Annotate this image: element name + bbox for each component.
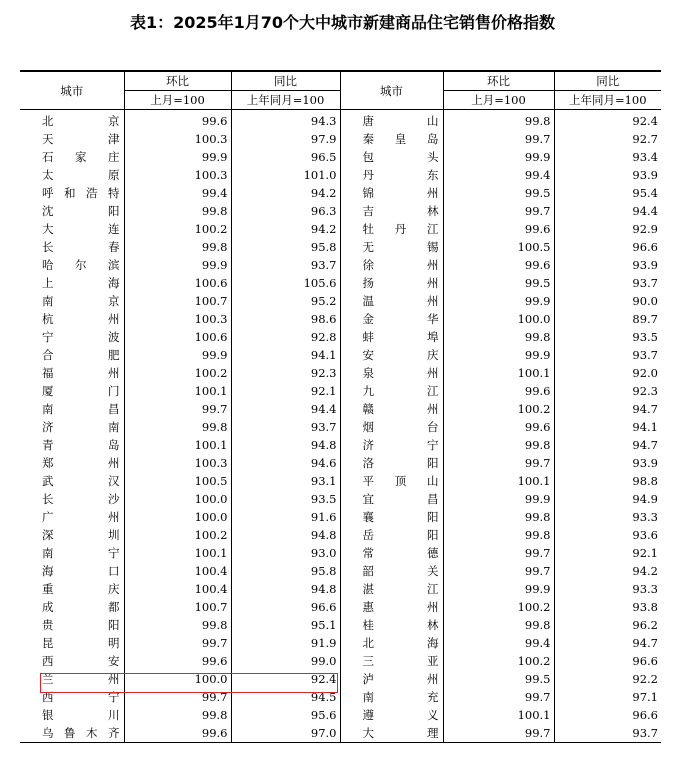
right-yoy-cell: 96.6: [554, 706, 661, 724]
left-city-cell: 南宁: [42, 546, 120, 560]
right-city-cell: 烟台: [340, 418, 443, 436]
left-city-cell: 济南: [42, 420, 120, 434]
right-city-cell: 徐州: [340, 256, 443, 274]
right-city-cell: 安庆: [340, 346, 443, 364]
right-city-cell: 牡丹江: [340, 220, 443, 238]
right-city-cell: 襄阳: [340, 508, 443, 526]
price-index-table: [20, 70, 661, 743]
left-mom-cell: 100.3: [124, 454, 231, 472]
left-mom-cell: 99.9: [124, 346, 231, 364]
right-yoy-cell: 93.9: [554, 166, 661, 184]
table-row: [20, 670, 661, 688]
table-row: [20, 544, 661, 562]
table-row: [20, 508, 661, 526]
right-mom-cell: 99.4: [443, 634, 554, 652]
left-city-cell: 银川: [42, 708, 120, 722]
table-row: [20, 598, 661, 616]
header-mom-base-right: 上月=100: [443, 91, 554, 110]
left-mom-cell: 100.4: [124, 562, 231, 580]
right-city-cell: 温州: [340, 292, 443, 310]
right-mom-cell: 99.9: [443, 580, 554, 598]
right-city-cell: 吉林: [340, 202, 443, 220]
right-city-cell: 大理: [340, 724, 443, 743]
left-city-cell: 天津: [42, 132, 120, 146]
left-city-cell: 成都: [42, 600, 120, 614]
right-mom-cell: 99.8: [443, 526, 554, 544]
left-yoy-cell: 93.5: [231, 490, 340, 508]
left-yoy-cell: 95.8: [231, 562, 340, 580]
right-yoy-cell: 93.8: [554, 598, 661, 616]
left-city-cell: 太原: [42, 168, 120, 182]
right-mom-cell: 99.7: [443, 724, 554, 743]
left-yoy-cell: 98.6: [231, 310, 340, 328]
table-row: [20, 652, 661, 670]
left-yoy-cell: 94.5: [231, 688, 340, 706]
left-city-cell: 宁波: [42, 330, 120, 344]
header-yoy-right: 同比: [554, 71, 661, 91]
left-yoy-cell: 91.9: [231, 634, 340, 652]
left-yoy-cell: 93.7: [231, 256, 340, 274]
right-yoy-cell: 94.1: [554, 418, 661, 436]
left-city-cell: 长沙: [42, 492, 120, 506]
right-mom-cell: 99.9: [443, 292, 554, 310]
left-mom-cell: 99.8: [124, 202, 231, 220]
right-mom-cell: 99.7: [443, 130, 554, 148]
left-yoy-cell: 93.0: [231, 544, 340, 562]
left-yoy-cell: 101.0: [231, 166, 340, 184]
right-yoy-cell: 93.5: [554, 328, 661, 346]
table-row: [20, 148, 661, 166]
table-row: [20, 292, 661, 310]
left-yoy-cell: 94.2: [231, 220, 340, 238]
right-yoy-cell: 93.9: [554, 454, 661, 472]
left-mom-cell: 99.8: [124, 418, 231, 436]
left-mom-cell: 99.7: [124, 688, 231, 706]
right-city-cell: 泉州: [340, 364, 443, 382]
header-yoy-left: 同比: [231, 71, 340, 91]
table-row: [20, 490, 661, 508]
right-mom-cell: 100.2: [443, 598, 554, 616]
right-city-cell: 唐山: [340, 110, 443, 131]
left-city-cell: 广州: [42, 510, 120, 524]
right-yoy-cell: 92.9: [554, 220, 661, 238]
left-mom-cell: 99.8: [124, 238, 231, 256]
left-yoy-cell: 94.8: [231, 436, 340, 454]
left-mom-cell: 100.1: [124, 544, 231, 562]
right-mom-cell: 99.5: [443, 184, 554, 202]
table-row: [20, 110, 661, 131]
right-yoy-cell: 93.3: [554, 508, 661, 526]
left-mom-cell: 99.6: [124, 652, 231, 670]
table-row: [20, 256, 661, 274]
left-city-cell: 石家庄: [42, 150, 120, 164]
right-mom-cell: 99.8: [443, 328, 554, 346]
left-mom-cell: 100.2: [124, 220, 231, 238]
right-mom-cell: 99.8: [443, 508, 554, 526]
left-mom-cell: 100.3: [124, 130, 231, 148]
left-yoy-cell: 95.2: [231, 292, 340, 310]
left-city-cell: 厦门: [42, 384, 120, 398]
left-yoy-cell: 92.3: [231, 364, 340, 382]
right-yoy-cell: 94.4: [554, 202, 661, 220]
right-city-cell: 岳阳: [340, 526, 443, 544]
left-mom-cell: 100.7: [124, 598, 231, 616]
right-yoy-cell: 93.7: [554, 274, 661, 292]
table-row: [20, 706, 661, 724]
right-yoy-cell: 93.7: [554, 346, 661, 364]
left-city-cell: 深圳: [42, 528, 120, 542]
left-yoy-cell: 94.8: [231, 526, 340, 544]
right-city-cell: 韶关: [340, 562, 443, 580]
right-yoy-cell: 94.2: [554, 562, 661, 580]
right-yoy-cell: 92.4: [554, 110, 661, 131]
left-mom-cell: 99.7: [124, 634, 231, 652]
right-yoy-cell: 94.7: [554, 634, 661, 652]
right-mom-cell: 99.7: [443, 562, 554, 580]
table-row: [20, 166, 661, 184]
right-city-cell: 金华: [340, 310, 443, 328]
table-row: [20, 184, 661, 202]
left-yoy-cell: 96.5: [231, 148, 340, 166]
left-yoy-cell: 93.7: [231, 418, 340, 436]
right-yoy-cell: 93.3: [554, 580, 661, 598]
header-mom-left: 环比: [124, 71, 231, 91]
header-row-1: [20, 71, 661, 91]
left-city-cell: 北京: [42, 114, 120, 128]
left-city-cell: 南昌: [42, 402, 120, 416]
right-mom-cell: 99.6: [443, 418, 554, 436]
right-yoy-cell: 96.6: [554, 238, 661, 256]
right-city-cell: 宜昌: [340, 490, 443, 508]
left-mom-cell: 100.7: [124, 292, 231, 310]
left-city-cell: 大连: [42, 222, 120, 236]
table-row: [20, 220, 661, 238]
left-city-cell: 郑州: [42, 456, 120, 470]
table-row: [20, 454, 661, 472]
right-mom-cell: 99.8: [443, 436, 554, 454]
right-mom-cell: 100.2: [443, 400, 554, 418]
left-yoy-cell: 97.9: [231, 130, 340, 148]
table-row: [20, 526, 661, 544]
right-city-cell: 惠州: [340, 598, 443, 616]
left-mom-cell: 100.0: [124, 670, 231, 688]
left-yoy-cell: 92.1: [231, 382, 340, 400]
right-city-cell: 三亚: [340, 652, 443, 670]
table-body: [20, 110, 661, 743]
right-mom-cell: 100.5: [443, 238, 554, 256]
right-city-cell: 南充: [340, 688, 443, 706]
left-mom-cell: 99.8: [124, 616, 231, 634]
header-yoy-base-left: 上年同月=100: [231, 91, 340, 110]
left-mom-cell: 100.2: [124, 364, 231, 382]
right-yoy-cell: 98.8: [554, 472, 661, 490]
left-yoy-cell: 94.3: [231, 110, 340, 131]
right-mom-cell: 99.6: [443, 256, 554, 274]
header-yoy-base-right: 上年同月=100: [554, 91, 661, 110]
right-mom-cell: 100.1: [443, 472, 554, 490]
right-city-cell: 蚌埠: [340, 328, 443, 346]
left-yoy-cell: 92.4: [231, 670, 340, 688]
left-city-cell: 青岛: [42, 438, 120, 452]
table-row: [20, 562, 661, 580]
right-city-cell: 常德: [340, 544, 443, 562]
left-city-cell: 昆明: [42, 636, 120, 650]
table-row: [20, 634, 661, 652]
left-yoy-cell: 94.6: [231, 454, 340, 472]
left-yoy-cell: 92.8: [231, 328, 340, 346]
right-city-cell: 湛江: [340, 580, 443, 598]
right-yoy-cell: 96.6: [554, 652, 661, 670]
right-mom-cell: 99.8: [443, 616, 554, 634]
left-city-cell: 长春: [42, 240, 120, 254]
right-mom-cell: 99.7: [443, 544, 554, 562]
left-city-cell: 西安: [42, 654, 120, 668]
right-city-cell: 赣州: [340, 400, 443, 418]
table-row: [20, 724, 661, 743]
left-mom-cell: 100.6: [124, 328, 231, 346]
table-row: [20, 202, 661, 220]
right-mom-cell: 99.4: [443, 166, 554, 184]
left-yoy-cell: 96.6: [231, 598, 340, 616]
right-city-cell: 桂林: [340, 616, 443, 634]
left-city-cell: 沈阳: [42, 204, 120, 218]
left-yoy-cell: 95.1: [231, 616, 340, 634]
left-mom-cell: 100.1: [124, 436, 231, 454]
left-city-cell: 贵阳: [42, 618, 120, 632]
right-mom-cell: 99.9: [443, 490, 554, 508]
header-city-right: 城市: [340, 71, 443, 110]
left-yoy-cell: 94.8: [231, 580, 340, 598]
left-mom-cell: 99.7: [124, 400, 231, 418]
left-mom-cell: 99.4: [124, 184, 231, 202]
left-mom-cell: 100.0: [124, 508, 231, 526]
right-mom-cell: 99.7: [443, 688, 554, 706]
left-yoy-cell: 99.0: [231, 652, 340, 670]
table-row: [20, 616, 661, 634]
right-mom-cell: 99.6: [443, 220, 554, 238]
right-mom-cell: 99.8: [443, 110, 554, 131]
left-yoy-cell: 94.4: [231, 400, 340, 418]
table-row: [20, 382, 661, 400]
right-yoy-cell: 92.7: [554, 130, 661, 148]
left-city-cell: 乌鲁木齐: [20, 724, 124, 743]
right-yoy-cell: 90.0: [554, 292, 661, 310]
right-mom-cell: 99.5: [443, 274, 554, 292]
right-city-cell: 九江: [340, 382, 443, 400]
left-city-cell: 南京: [42, 294, 120, 308]
right-yoy-cell: 89.7: [554, 310, 661, 328]
right-mom-cell: 100.0: [443, 310, 554, 328]
right-yoy-cell: 94.9: [554, 490, 661, 508]
right-yoy-cell: 94.7: [554, 400, 661, 418]
left-mom-cell: 99.6: [124, 724, 231, 743]
right-city-cell: 遵义: [340, 706, 443, 724]
right-yoy-cell: 94.7: [554, 436, 661, 454]
left-city-cell: 合肥: [42, 348, 120, 362]
table-row: [20, 346, 661, 364]
left-city-cell: 重庆: [42, 582, 120, 596]
left-mom-cell: 99.8: [124, 706, 231, 724]
right-city-cell: 丹东: [340, 166, 443, 184]
table-row: [20, 472, 661, 490]
left-mom-cell: 100.6: [124, 274, 231, 292]
left-yoy-cell: 97.0: [231, 724, 340, 743]
right-yoy-cell: 92.2: [554, 670, 661, 688]
table-title: 表1：2025年1月70个大中城市新建商品住宅销售价格指数: [129, 13, 556, 32]
left-city-cell: 哈尔滨: [42, 258, 120, 272]
right-mom-cell: 99.6: [443, 382, 554, 400]
left-mom-cell: 99.9: [124, 256, 231, 274]
left-city-cell: 武汉: [42, 474, 120, 488]
right-yoy-cell: 93.7: [554, 724, 661, 743]
left-yoy-cell: 105.6: [231, 274, 340, 292]
table-row: [20, 418, 661, 436]
right-mom-cell: 100.2: [443, 652, 554, 670]
left-mom-cell: 100.3: [124, 310, 231, 328]
right-city-cell: 秦皇岛: [340, 130, 443, 148]
right-yoy-cell: 97.1: [554, 688, 661, 706]
right-city-cell: 锦州: [340, 184, 443, 202]
right-mom-cell: 99.7: [443, 202, 554, 220]
left-city-cell: 上海: [42, 276, 120, 290]
right-city-cell: 洛阳: [340, 454, 443, 472]
header-mom-base-left: 上月=100: [124, 91, 231, 110]
left-city-cell: 海口: [42, 564, 120, 578]
right-city-cell: 泸州: [340, 670, 443, 688]
table-row: [20, 274, 661, 292]
right-yoy-cell: 96.2: [554, 616, 661, 634]
left-yoy-cell: 95.8: [231, 238, 340, 256]
table-row: [20, 688, 661, 706]
left-city-cell: 福州: [42, 366, 120, 380]
right-city-cell: 平顶山: [340, 472, 443, 490]
left-yoy-cell: 95.6: [231, 706, 340, 724]
right-mom-cell: 99.7: [443, 454, 554, 472]
right-mom-cell: 99.9: [443, 346, 554, 364]
right-yoy-cell: 93.9: [554, 256, 661, 274]
right-city-cell: 北海: [340, 634, 443, 652]
left-mom-cell: 100.0: [124, 490, 231, 508]
left-city-cell: 呼和浩特: [42, 186, 120, 200]
left-mom-cell: 100.2: [124, 526, 231, 544]
right-yoy-cell: 95.4: [554, 184, 661, 202]
right-yoy-cell: 92.1: [554, 544, 661, 562]
right-city-cell: 济宁: [340, 436, 443, 454]
left-mom-cell: 99.6: [124, 110, 231, 131]
table-row: [20, 310, 661, 328]
table-row: [20, 328, 661, 346]
left-mom-cell: 100.1: [124, 382, 231, 400]
left-mom-cell: 99.9: [124, 148, 231, 166]
left-mom-cell: 100.5: [124, 472, 231, 490]
right-yoy-cell: 92.3: [554, 382, 661, 400]
left-mom-cell: 100.3: [124, 166, 231, 184]
right-yoy-cell: 93.4: [554, 148, 661, 166]
table-row: [20, 364, 661, 382]
right-mom-cell: 100.1: [443, 364, 554, 382]
right-city-cell: 扬州: [340, 274, 443, 292]
right-city-cell: 包头: [340, 148, 443, 166]
table-row: [20, 238, 661, 256]
left-yoy-cell: 94.1: [231, 346, 340, 364]
table-row: [20, 580, 661, 598]
left-city-cell: 兰州: [42, 672, 120, 686]
left-yoy-cell: 94.2: [231, 184, 340, 202]
table-row: [20, 400, 661, 418]
table-row: [20, 130, 661, 148]
left-city-cell: 杭州: [42, 312, 120, 326]
left-mom-cell: 100.4: [124, 580, 231, 598]
header-mom-right: 环比: [443, 71, 554, 91]
right-city-cell: 无锡: [340, 238, 443, 256]
right-mom-cell: 99.9: [443, 148, 554, 166]
left-yoy-cell: 91.6: [231, 508, 340, 526]
table-row: [20, 436, 661, 454]
right-mom-cell: 100.1: [443, 706, 554, 724]
right-yoy-cell: 92.0: [554, 364, 661, 382]
right-yoy-cell: 93.6: [554, 526, 661, 544]
header-city-left: 城市: [20, 71, 124, 110]
left-yoy-cell: 93.1: [231, 472, 340, 490]
right-mom-cell: 99.5: [443, 670, 554, 688]
left-yoy-cell: 96.3: [231, 202, 340, 220]
left-city-cell: 西宁: [42, 690, 120, 704]
